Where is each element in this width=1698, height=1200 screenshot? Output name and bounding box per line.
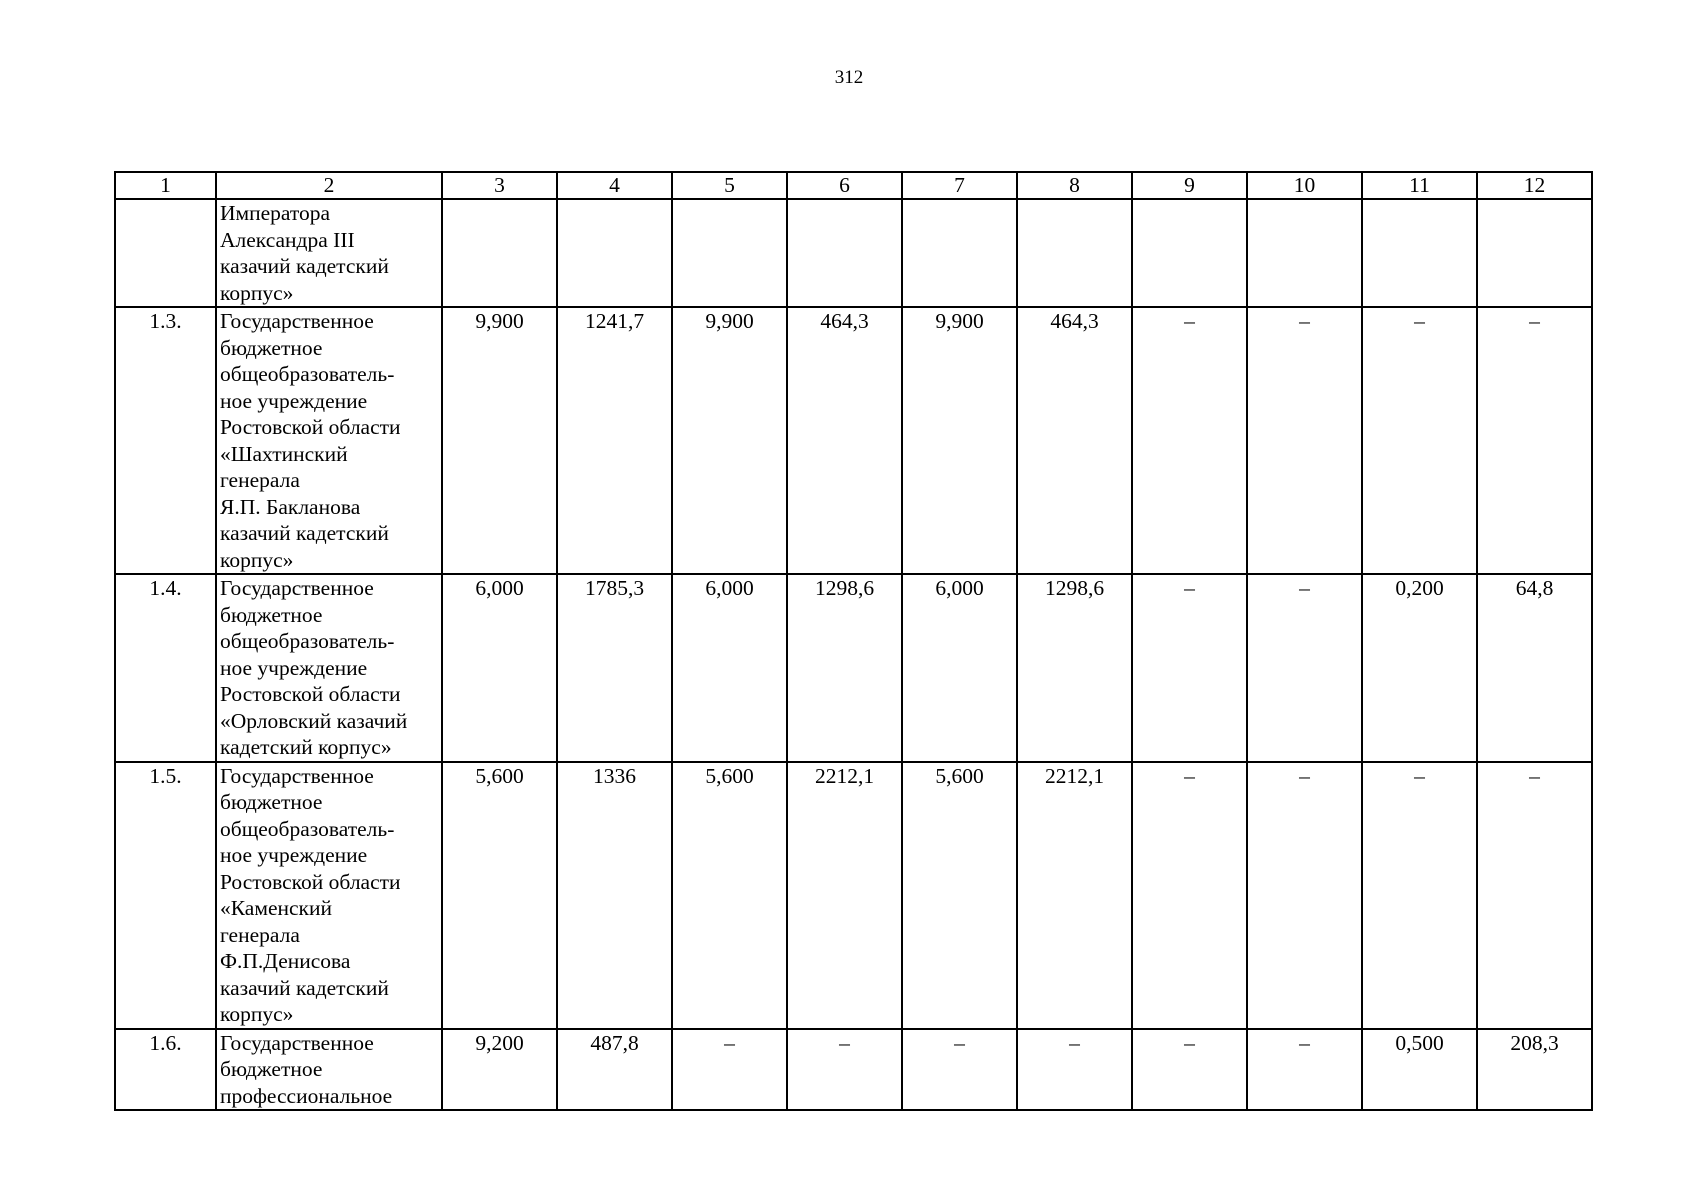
institution-name-text: Государственное бюджетное профессиональное (220, 1030, 393, 1108)
value-cell: – (1477, 307, 1592, 574)
value-cell (787, 199, 902, 307)
row-number: 1.3. (115, 307, 216, 574)
value-cell: – (1017, 1029, 1132, 1111)
value-cell: 487,8 (557, 1029, 672, 1111)
value-cell (1362, 199, 1477, 307)
value-cell: 208,3 (1477, 1029, 1592, 1111)
value-cell (1017, 199, 1132, 307)
column-header: 4 (557, 172, 672, 199)
column-header: 7 (902, 172, 1017, 199)
value-cell: 9,900 (672, 307, 787, 574)
value-cell: 64,8 (1477, 574, 1592, 762)
column-header: 11 (1362, 172, 1477, 199)
value-cell: – (1247, 762, 1362, 1029)
value-cell: 2212,1 (1017, 762, 1132, 1029)
value-cell: – (1247, 307, 1362, 574)
value-cell: – (1132, 574, 1247, 762)
value-cell (1477, 199, 1592, 307)
institution-name-text: Императора Александра III казачий кадетский корпус» (220, 201, 389, 305)
table-row (115, 762, 1592, 1029)
value-cell (672, 199, 787, 307)
value-cell: 1298,6 (787, 574, 902, 762)
value-cell: 1241,7 (557, 307, 672, 574)
value-cell: – (1247, 1029, 1362, 1111)
value-cell: 5,600 (902, 762, 1017, 1029)
institution-name-text: Государственное бюджетное общеобразователь- ное учреждение Ростовской области «Шахтинский генерала Я.П. Бакланова казачий кадетский корпус» (220, 309, 401, 572)
value-cell: 6,000 (442, 574, 557, 762)
institution-name (216, 762, 442, 1029)
column-number-row (115, 172, 1592, 199)
column-header: 12 (1477, 172, 1592, 199)
table-row (115, 199, 1592, 307)
value-cell: – (1247, 574, 1362, 762)
value-cell (442, 199, 557, 307)
row-number: 1.4. (115, 574, 216, 762)
value-cell: 464,3 (1017, 307, 1132, 574)
column-header: 5 (672, 172, 787, 199)
value-cell: 6,000 (902, 574, 1017, 762)
value-cell: 0,500 (1362, 1029, 1477, 1111)
value-cell: – (1132, 762, 1247, 1029)
institution-name-text: Государственное бюджетное общеобразователь- ное учреждение Ростовской области «Орловский казачий кадетский корпус» (220, 576, 408, 759)
value-cell: 1336 (557, 762, 672, 1029)
value-cell (557, 199, 672, 307)
value-cell (1247, 199, 1362, 307)
table-row (115, 574, 1592, 762)
row-number: 1.5. (115, 762, 216, 1029)
institution-name (216, 199, 442, 307)
row-number: 1.6. (115, 1029, 216, 1111)
value-cell: 1298,6 (1017, 574, 1132, 762)
column-header: 6 (787, 172, 902, 199)
value-cell: – (902, 1029, 1017, 1111)
value-cell: – (1132, 307, 1247, 574)
value-cell: 1785,3 (557, 574, 672, 762)
value-cell: 9,900 (902, 307, 1017, 574)
value-cell: 464,3 (787, 307, 902, 574)
value-cell: 5,600 (672, 762, 787, 1029)
value-cell: 9,900 (442, 307, 557, 574)
column-header: 3 (442, 172, 557, 199)
data-table (114, 171, 1593, 1111)
table-row (115, 307, 1592, 574)
value-cell: – (787, 1029, 902, 1111)
institution-name (216, 574, 442, 762)
page-number: 312 (834, 67, 864, 88)
value-cell: – (1132, 1029, 1247, 1111)
value-cell: – (1362, 307, 1477, 574)
column-header: 2 (216, 172, 442, 199)
column-header: 10 (1247, 172, 1362, 199)
institution-name-text: Государственное бюджетное общеобразователь- ное учреждение Ростовской области «Каменский генерала Ф.П.Денисова казачий кадетский корпус» (220, 763, 401, 1026)
value-cell: 5,600 (442, 762, 557, 1029)
column-header: 9 (1132, 172, 1247, 199)
value-cell: 9,200 (442, 1029, 557, 1111)
value-cell: – (672, 1029, 787, 1111)
institution-name (216, 1029, 442, 1111)
value-cell: 6,000 (672, 574, 787, 762)
value-cell: – (1362, 762, 1477, 1029)
column-header: 1 (115, 172, 216, 199)
value-cell: – (1477, 762, 1592, 1029)
column-header: 8 (1017, 172, 1132, 199)
value-cell: 0,200 (1362, 574, 1477, 762)
value-cell (902, 199, 1017, 307)
table-row (115, 1029, 1592, 1111)
institution-name (216, 307, 442, 574)
value-cell (1132, 199, 1247, 307)
row-number (115, 199, 216, 307)
value-cell: 2212,1 (787, 762, 902, 1029)
